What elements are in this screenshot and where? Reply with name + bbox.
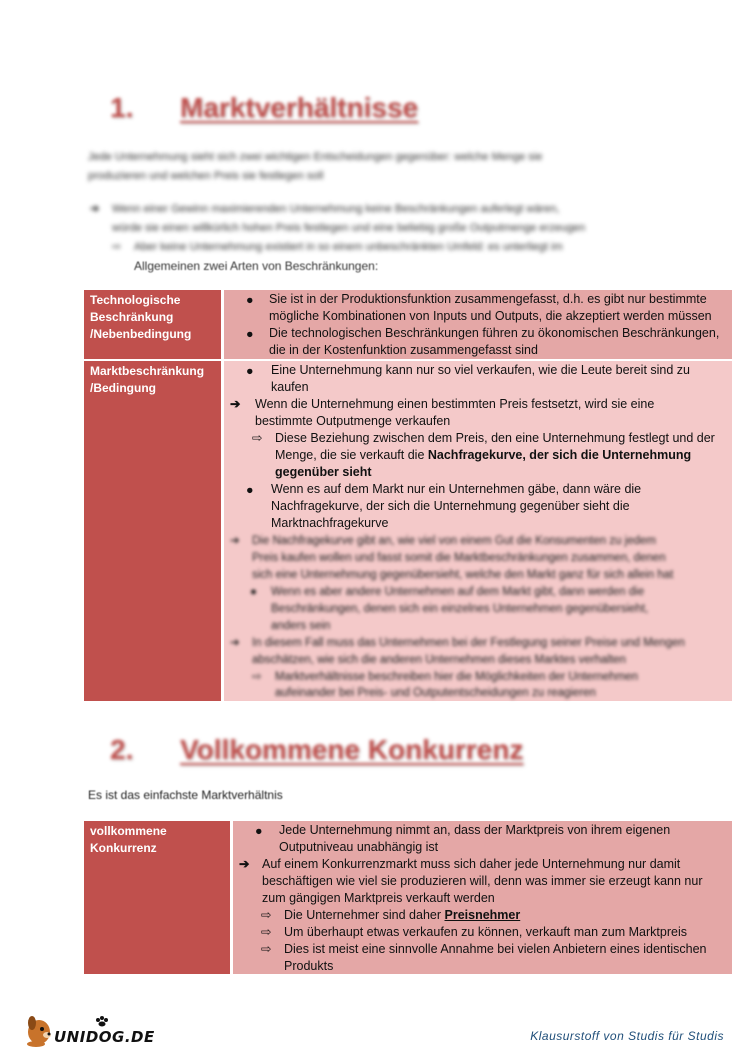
cell-bold-text: Preisnehmer bbox=[444, 908, 521, 922]
cell-line: aufeinander bei Preis- und Outputentscheidungen zu reagieren bbox=[275, 687, 596, 699]
cell-line: Preis kaufen wollen und fasst somit die Marktbeschränkungen zusammen, denen bbox=[252, 552, 666, 564]
section-1-intro bbox=[88, 148, 542, 186]
cell-line: Auf einem Konkurrenzmarkt muss sich daher jede Unternehmung nur damit bbox=[262, 857, 681, 871]
arrow-icon: ➔ bbox=[239, 857, 250, 871]
label-line: vollkommene bbox=[90, 824, 167, 838]
table1-row1-label bbox=[84, 290, 221, 359]
cell-line: Sie ist in der Produktionsfunktion zusammengefasst, d.h. es gibt nur bestimmte bbox=[269, 292, 707, 306]
cell-text: Die Unternehmer sind daher bbox=[284, 908, 445, 922]
cell-line: mögliche Kombinationen von Inputs und Outputs, die akzeptiert werden müssen bbox=[269, 309, 712, 323]
cell-line: bestimmte Outputmenge verkaufen bbox=[255, 414, 451, 428]
cell-line: Diese Beziehung zwischen dem Preis, den eine Unternehmung festlegt und der bbox=[275, 431, 715, 445]
cell-line: Wenn es auf dem Markt nur ein Unternehmen gäbe, dann wäre die bbox=[271, 482, 642, 496]
cell-line: zum gängigen Marktpreis verkauft werden bbox=[262, 891, 495, 905]
section-2-intro: Es ist das einfachste Marktverhältnis bbox=[88, 788, 283, 802]
bullet-block bbox=[90, 200, 690, 238]
hollow-arrow-icon: ⇨ bbox=[261, 908, 272, 922]
cell-line: Outputniveau unabhängig ist bbox=[279, 840, 439, 854]
bullet-line: würde sie einen willkürlich hohen Preis festlegen und eine beliebig große Outputmenge erzeugen bbox=[112, 222, 586, 234]
label-line: Marktbeschränkung bbox=[90, 364, 205, 378]
cell-line: kaufen bbox=[271, 380, 309, 394]
arrow-icon: ➔ bbox=[90, 203, 100, 215]
cell-line: Marktnachfragekurve bbox=[271, 516, 389, 530]
section-1-heading bbox=[110, 92, 418, 124]
sub-bullet-block bbox=[112, 238, 712, 276]
cell-line: Eine Unternehmung kann nur so viel verkaufen, wie die Leute bereit sind zu bbox=[271, 363, 691, 377]
table2-content bbox=[233, 821, 732, 974]
unidog-logo bbox=[24, 1014, 154, 1048]
sub-bullet-line: Allgemeinen zwei Arten von Beschränkungen: bbox=[134, 259, 379, 273]
cell-line: Dies ist meist eine sinnvolle Annahme bei vielen Anbietern eines identischen bbox=[284, 942, 707, 956]
section-2-heading bbox=[110, 734, 523, 766]
label-line: /Nebenbedingung bbox=[90, 327, 192, 341]
arrow-icon: ➔ bbox=[230, 535, 240, 547]
table2-label bbox=[84, 821, 230, 974]
label-line: Technologische bbox=[90, 293, 181, 307]
section-number: 1. bbox=[110, 92, 134, 123]
cell-line: Jede Unternehmung nimmt an, dass der Marktpreis von ihrem eigenen bbox=[279, 823, 671, 837]
bullet-icon: ● bbox=[250, 586, 257, 598]
intro-line: produzieren und welchen Preis sie festlegen soll bbox=[88, 170, 324, 182]
cell-line: Die technologischen Beschränkungen führen zu ökonomischen Beschränkungen, bbox=[269, 326, 720, 340]
hollow-arrow-icon: ⇨ bbox=[252, 431, 263, 445]
table1-row2-content bbox=[224, 361, 732, 701]
cell-line: Beschränkungen, denen sich ein einzelnes Unternehmen gegenübersieht, bbox=[271, 603, 649, 615]
cell-line: Um überhaupt etwas verkaufen zu können, verkauft man zum Marktpreis bbox=[284, 925, 687, 939]
hollow-arrow-icon: ⇨ bbox=[261, 925, 272, 939]
sub-bullet-line: Aber keine Unternehmung existiert in so einem unbeschränkten Umfeld: es unterliegt im bbox=[134, 241, 563, 253]
arrow-icon: ➔ bbox=[230, 637, 240, 649]
cell-line: Marktverhältnisse beschreiben hier die Möglichkeiten der Unternehmen bbox=[275, 671, 639, 683]
cell-bold-text: gegenüber sieht bbox=[275, 465, 372, 479]
cell-line: sich eine Unternehmung gegenübersieht, welche den Markt ganz für sich allein hat bbox=[252, 569, 674, 581]
section-title: Marktverhältnisse bbox=[180, 92, 419, 123]
cell-line: Produkts bbox=[284, 959, 334, 973]
bullet-icon: ● bbox=[255, 824, 263, 838]
cell-line: Nachfragekurve, der sich die Unternehmung gegenüber sieht die bbox=[271, 499, 630, 513]
bullet-icon: ● bbox=[246, 293, 254, 307]
arrow-icon: ➔ bbox=[230, 397, 241, 411]
cell-line: die in der Kostenfunktion zusammengefasst sind bbox=[269, 343, 538, 357]
label-line: Beschränkung bbox=[90, 310, 174, 324]
label-line: Konkurrenz bbox=[90, 841, 157, 855]
bullet-icon: ● bbox=[246, 364, 254, 378]
blurred-content bbox=[224, 533, 732, 701]
bullet-icon: ● bbox=[246, 327, 254, 341]
cell-text: Menge, die sie verkauft die bbox=[275, 448, 428, 462]
cell-line: beschäftigen wie viel sie produzieren will, denn was immer sie erzeugt kann nur bbox=[262, 874, 703, 888]
table1-row2-label bbox=[84, 361, 221, 701]
footer-tagline: Klausurstoff von Studis für Studis bbox=[530, 1029, 724, 1043]
cell-line: abschätzen, wie sich die anderen Unternehmen dieses Marktes verhalten bbox=[252, 654, 626, 666]
cell-line: Wenn es aber andere Unternehmen auf dem Markt gibt, dann werden die bbox=[271, 586, 645, 598]
cell-line: Wenn die Unternehmung einen bestimmten Preis festsetzt, wird sie eine bbox=[255, 397, 655, 411]
section-number: 2. bbox=[110, 734, 134, 765]
cell-line: Die Nachfragekurve gibt an, wie viel von einem Gut die Konsumenten zu jedem bbox=[252, 535, 656, 547]
intro-line: Jede Unternehmung sieht sich zwei wichtigen Entscheidungen gegenüber: welche Menge sie bbox=[88, 151, 543, 163]
cell-line: anders sein bbox=[271, 620, 331, 632]
bullet-line: Wenn einer Gewinn maximierenden Unternehmung keine Beschränkungen auferlegt wären, bbox=[112, 203, 560, 215]
section-title: Vollkommene Konkurrenz bbox=[180, 734, 524, 765]
hollow-arrow-icon: ⇨ bbox=[112, 241, 122, 253]
cell-bold-text: Nachfragekurve, der sich die Unternehmung bbox=[427, 448, 692, 462]
table1-row1-content bbox=[224, 290, 732, 359]
cell-line: In diesem Fall muss das Unternehmen bei der Festlegung seiner Preise und Mengen bbox=[252, 637, 685, 649]
bullet-icon: ● bbox=[246, 483, 254, 497]
hollow-arrow-icon: ⇨ bbox=[261, 942, 272, 956]
label-line: /Bedingung bbox=[90, 381, 156, 395]
logo-text: UNIDOG.DE bbox=[54, 1028, 155, 1046]
hollow-arrow-icon: ⇨ bbox=[252, 671, 262, 683]
